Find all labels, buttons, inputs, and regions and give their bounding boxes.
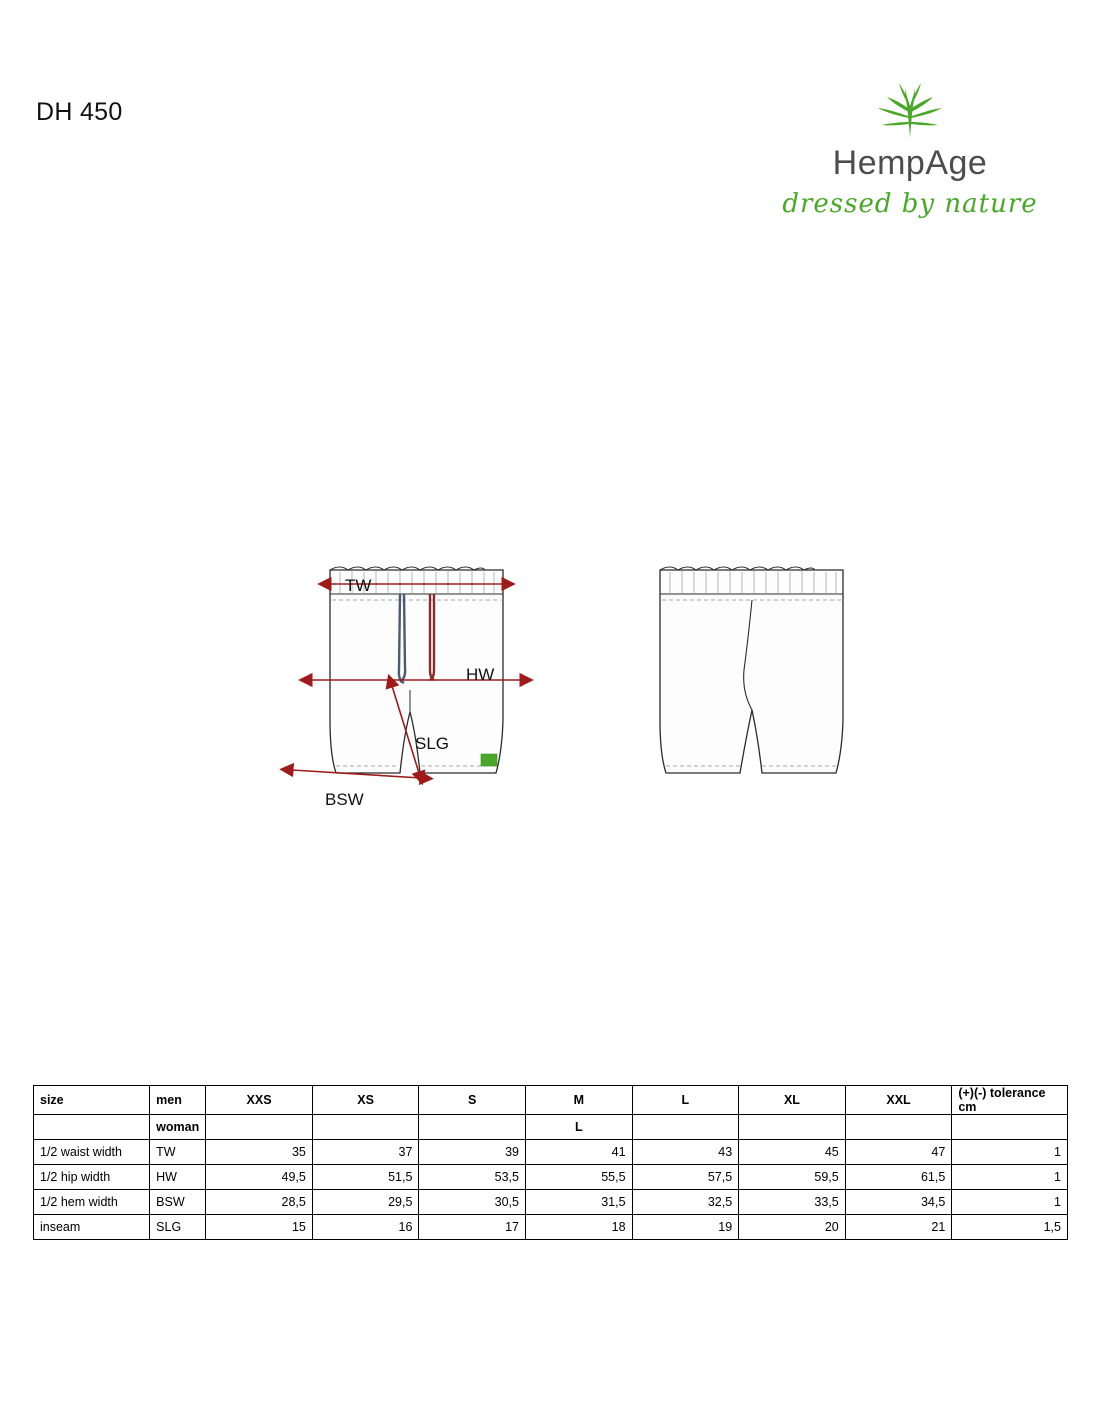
technical-drawings <box>0 520 1100 840</box>
measure-value: 29,5 <box>312 1190 419 1215</box>
measure-value: 31,5 <box>526 1190 633 1215</box>
woman-size-2 <box>312 1115 419 1140</box>
tolerance-value: 1,5 <box>952 1215 1068 1240</box>
table-row <box>34 1165 1068 1190</box>
measure-value: 33,5 <box>739 1190 846 1215</box>
woman-size-6 <box>739 1115 846 1140</box>
brand-name: HempAge <box>832 144 988 182</box>
measure-value: 16 <box>312 1215 419 1240</box>
size-header-xxl: XXL <box>845 1086 952 1115</box>
measure-value: 59,5 <box>739 1165 846 1190</box>
table-header-size: size <box>34 1086 150 1115</box>
measure-value: 34,5 <box>845 1190 952 1215</box>
measure-value: 39 <box>419 1140 526 1165</box>
measure-value: 30,5 <box>419 1190 526 1215</box>
page-title: DH 450 <box>36 98 123 126</box>
woman-size-5 <box>632 1115 739 1140</box>
measure-value: 49,5 <box>206 1165 313 1190</box>
measure-value: 17 <box>419 1215 526 1240</box>
measure-label: 1/2 waist width <box>34 1140 150 1165</box>
table-header-woman: woman <box>150 1115 206 1140</box>
size-table <box>33 1085 1068 1240</box>
measure-value: 20 <box>739 1215 846 1240</box>
measure-value: 55,5 <box>526 1165 633 1190</box>
size-header-s: S <box>419 1086 526 1115</box>
measure-value: 32,5 <box>632 1190 739 1215</box>
woman-size-1 <box>206 1115 313 1140</box>
woman-size-3 <box>419 1115 526 1140</box>
table-row <box>34 1215 1068 1240</box>
measure-value: 18 <box>526 1215 633 1240</box>
brand-block <box>780 82 1040 219</box>
table-row-men-sizes <box>34 1086 1068 1115</box>
size-header-xs: XS <box>312 1086 419 1115</box>
brand-tagline: dressed by nature <box>782 189 1038 219</box>
measure-value: 51,5 <box>312 1165 419 1190</box>
hem-width-callout: BSW <box>325 790 364 809</box>
measure-label: 1/2 hip width <box>34 1165 150 1190</box>
table-header-tolerance: (+)(-) tolerance cm <box>952 1086 1068 1115</box>
size-table-container <box>33 1085 1068 1240</box>
measure-code: SLG <box>150 1215 206 1240</box>
table-row <box>34 1140 1068 1165</box>
measure-code: TW <box>150 1140 206 1165</box>
measure-value: 61,5 <box>845 1165 952 1190</box>
shorts-back-technical-drawing <box>660 567 843 773</box>
tolerance-value: 1 <box>952 1140 1068 1165</box>
measure-value: 45 <box>739 1140 846 1165</box>
tolerance-value: 1 <box>952 1190 1068 1215</box>
measure-label: inseam <box>34 1215 150 1240</box>
measure-value: 37 <box>312 1140 419 1165</box>
measure-value: 57,5 <box>632 1165 739 1190</box>
measure-value: 28,5 <box>206 1190 313 1215</box>
waist-width-callout: TW <box>345 576 372 595</box>
table-row <box>34 1190 1068 1215</box>
table-row-woman-sizes <box>34 1115 1068 1140</box>
woman-size-4: L <box>526 1115 633 1140</box>
size-header-xl: XL <box>739 1086 846 1115</box>
size-header-xxs: XXS <box>206 1086 313 1115</box>
measure-code: HW <box>150 1165 206 1190</box>
measure-value: 43 <box>632 1140 739 1165</box>
measure-value: 41 <box>526 1140 633 1165</box>
size-header-l: L <box>632 1086 739 1115</box>
measure-code: BSW <box>150 1190 206 1215</box>
hip-width-callout: HW <box>466 665 495 684</box>
empty-cell <box>34 1115 150 1140</box>
empty-cell <box>952 1115 1068 1140</box>
measure-value: 53,5 <box>419 1165 526 1190</box>
measure-label: 1/2 hem width <box>34 1190 150 1215</box>
measure-value: 21 <box>845 1215 952 1240</box>
hemp-leaf-icon <box>780 82 1040 138</box>
measure-value: 47 <box>845 1140 952 1165</box>
woman-size-7 <box>845 1115 952 1140</box>
measure-value: 19 <box>632 1215 739 1240</box>
table-header-men: men <box>150 1086 206 1115</box>
measure-value: 35 <box>206 1140 313 1165</box>
size-header-m: M <box>526 1086 633 1115</box>
measure-value: 15 <box>206 1215 313 1240</box>
tolerance-value: 1 <box>952 1165 1068 1190</box>
inseam-callout: SLG <box>415 734 450 753</box>
